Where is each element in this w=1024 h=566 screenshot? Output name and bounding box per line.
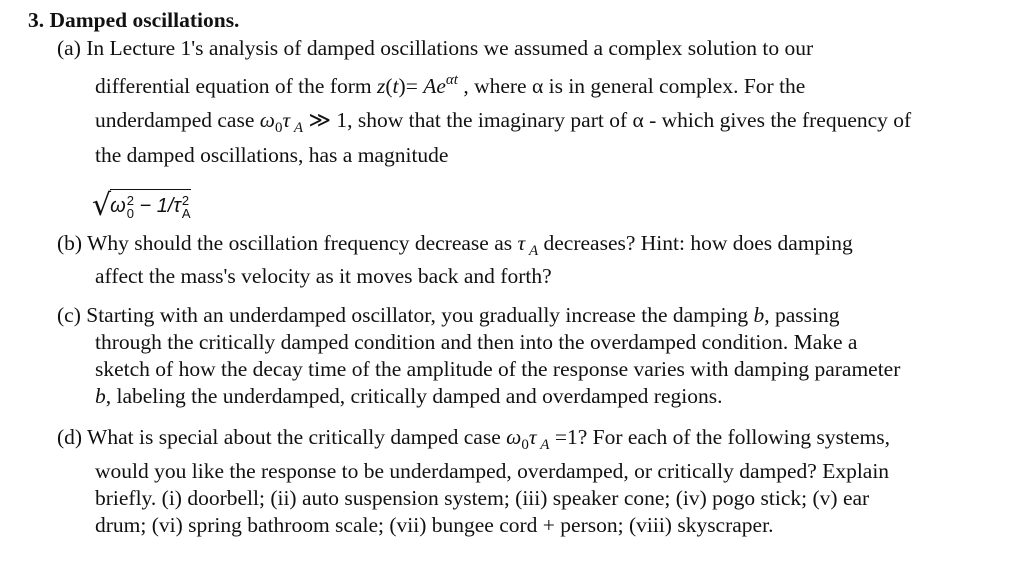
text-segment: (d) What is special about the critically damped case xyxy=(57,425,507,449)
superscript: αt xyxy=(445,72,458,88)
text-segment: ( xyxy=(385,74,393,98)
part-d-line-4 xyxy=(95,513,773,537)
text-segment: ω xyxy=(110,195,126,217)
text-segment: τ xyxy=(517,231,526,255)
text-segment: , passing xyxy=(764,303,840,327)
text-segment: − 1/τ xyxy=(133,195,181,217)
problem-heading xyxy=(28,8,239,32)
text-segment: the damped oscillations, has a magnitude xyxy=(95,143,449,167)
superscript: 2 xyxy=(126,193,134,209)
part-d-line-1 xyxy=(57,425,890,453)
text-segment: drum; (vi) spring bathroom scale; (vii) bungee cord + person; (viii) skyscraper. xyxy=(95,513,774,537)
text-segment: (b) Why should the oscillation frequency decrease as xyxy=(57,231,518,255)
text-segment: briefly. (i) doorbell; (ii) auto suspension system; (iii) speaker cone; (iv) pogo stick; (v) ear xyxy=(95,486,870,510)
text-segment: τ xyxy=(282,108,291,132)
text-segment: 3. Damped oscillations. xyxy=(28,8,240,32)
text-segment: (a) In Lecture 1's analysis of damped oscillations we assumed a complex solution to our xyxy=(57,36,814,60)
part-a-line-3 xyxy=(95,108,911,136)
part-c-line-3 xyxy=(95,357,900,381)
superscript: 2 xyxy=(181,193,190,209)
subscript: 0 xyxy=(274,120,283,136)
text-segment: underdamped case xyxy=(95,108,260,132)
text-segment: b xyxy=(753,303,765,327)
text-segment: differential equation of the form xyxy=(95,74,377,98)
text-segment: ω xyxy=(259,108,275,132)
text-segment: )= xyxy=(398,74,424,98)
subscript: A xyxy=(525,243,539,259)
text-segment: ≫ 1, show that the imaginary part of α - which gives the frequency of xyxy=(303,108,912,132)
subscript: 0 xyxy=(521,437,529,453)
subscript: 0 xyxy=(126,206,134,222)
radicand xyxy=(110,189,190,220)
text-segment: τ xyxy=(528,425,537,449)
text-segment: would you like the response to be underdamped, overdamped, or critically damped? Explain xyxy=(95,459,890,483)
part-a-line-2 xyxy=(95,73,805,98)
text-segment: decreases? Hint: how does damping xyxy=(538,231,853,255)
part-a-line-4 xyxy=(95,143,448,167)
text-segment: sketch of how the decay time of the amplitude of the response varies with damping parameter xyxy=(95,357,901,381)
text-segment: affect the mass's velocity as it moves back and forth? xyxy=(95,264,552,288)
text-segment: , labeling the underdamped, critically damped and overdamped regions. xyxy=(105,384,723,408)
text-segment: Ae xyxy=(423,74,446,98)
text-segment: z xyxy=(377,74,386,98)
part-a-line-1 xyxy=(57,36,813,60)
subscript: A xyxy=(181,206,191,222)
text-segment: b xyxy=(95,384,106,408)
part-d-line-3 xyxy=(95,486,869,510)
part-c-line-2 xyxy=(95,330,857,354)
part-c-line-4 xyxy=(95,384,722,408)
part-a-formula xyxy=(92,188,191,223)
text-segment: =1? For each of the following systems, xyxy=(549,425,890,449)
part-b-line-1 xyxy=(57,231,853,259)
text-segment: t xyxy=(392,74,399,98)
script-stack xyxy=(182,194,191,220)
subscript: A xyxy=(290,120,304,136)
subscript: A xyxy=(536,437,550,453)
text-segment: through the critically damped condition and then into the overdamped condition. Make a xyxy=(95,330,858,354)
text-segment: , where α is in general complex. For the xyxy=(457,74,806,98)
text-segment: (c) Starting with an underdamped oscillator, you gradually increase the damping xyxy=(57,303,754,327)
square-root-sign: √ xyxy=(92,188,112,223)
part-d-line-2 xyxy=(95,459,889,483)
script-stack xyxy=(127,194,134,220)
part-c-line-1 xyxy=(57,303,839,327)
part-b-line-2 xyxy=(95,264,552,288)
text-segment: ω xyxy=(506,425,522,449)
